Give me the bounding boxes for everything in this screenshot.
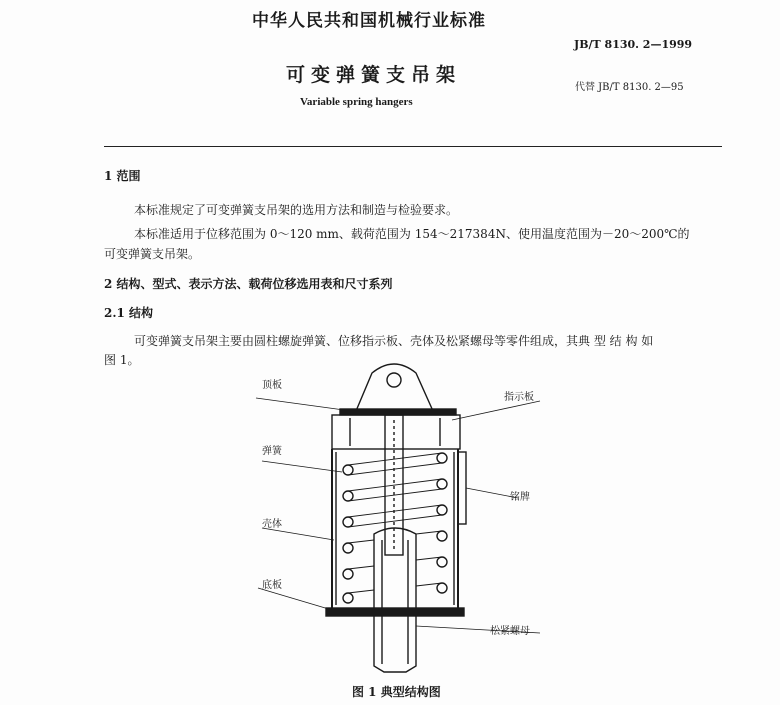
label-shell: 壳体 xyxy=(262,519,282,530)
section-2-1-paragraph-cont: 图 1。 xyxy=(104,353,140,367)
lug-hole xyxy=(387,373,401,387)
label-spring: 弹簧 xyxy=(262,446,282,457)
leader-spring xyxy=(262,461,342,472)
spring-coils-left xyxy=(343,465,353,603)
document-title: 可变弹簧支吊架 xyxy=(286,64,462,86)
indicator-region xyxy=(332,415,460,449)
leader-bottom-plate xyxy=(258,588,332,610)
leader-indicator-plate xyxy=(452,401,540,420)
spring-helix xyxy=(348,453,442,593)
standard-number: JB/T 8130. 2—1999 xyxy=(574,38,693,51)
leader-top-plate xyxy=(256,398,344,410)
section-2-heading: 2 结构、型式、表示方法、载荷位移选用表和尺寸系列 xyxy=(104,277,393,291)
label-indicator-plate: 指示板 xyxy=(504,392,534,403)
bottom-plate xyxy=(326,608,464,616)
section-1-heading: 1 范围 xyxy=(104,169,141,183)
spring-coils-right xyxy=(437,453,447,593)
document-title-english: Variable spring hangers xyxy=(300,96,413,108)
section-1-paragraph-1: 本标准规定了可变弹簧支吊架的选用方法和制造与检验要求。 xyxy=(134,203,459,217)
replaces-standard: 代替 JB/T 8130. 2—95 xyxy=(575,82,684,93)
label-top-plate: 顶板 xyxy=(262,380,282,391)
section-2-1-heading: 2.1 结构 xyxy=(104,306,154,320)
section-2-1-paragraph: 可变弹簧支吊架主要由圆柱螺旋弹簧、位移指示板、壳体及松紧螺母等零件组成，其典 型 结 构 如 xyxy=(134,334,654,348)
label-nameplate: 铭牌 xyxy=(510,492,530,503)
section-1-paragraph-2: 本标准适用于位移范围为 0～120 mm、载荷范围为 154～217384N、使用温度范围为－20～200℃的 xyxy=(134,227,690,241)
standard-organization: 中华人民共和国机械行业标准 xyxy=(252,11,486,31)
turnbuckle-nut xyxy=(374,528,416,672)
label-turnbuckle-nut: 松紧螺母 xyxy=(490,626,530,637)
figure-caption: 图 1 典型结构图 xyxy=(352,685,441,699)
nameplate xyxy=(458,452,466,524)
section-1-paragraph-2-cont: 可变弹簧支吊架。 xyxy=(104,247,201,261)
label-bottom-plate: 底板 xyxy=(262,580,282,591)
top-plate xyxy=(340,409,456,415)
